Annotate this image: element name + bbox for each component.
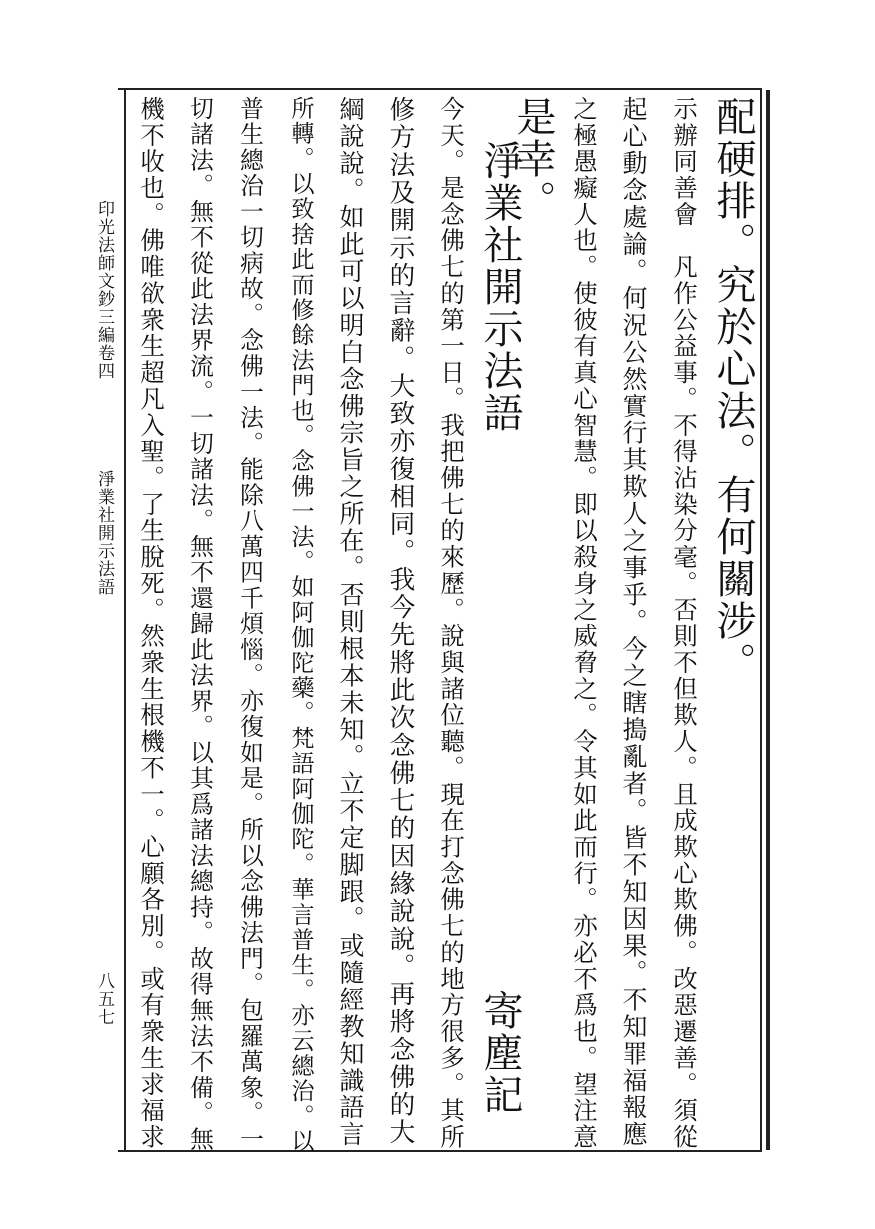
frame-outer-rule xyxy=(766,90,770,1150)
text-column-8: 綱說說。如此可以明白念佛宗旨之所在。否則根本未知。立不定脚跟。或隨經教知識語言 xyxy=(336,96,365,1149)
text-column-6: 今天。是念佛七的第一日。我把佛七的來歷。說與諸位聽。現在打念佛七的地方很多。其所 xyxy=(436,96,465,1151)
margin-page-number: 八五七 xyxy=(94,972,114,1026)
text-column-3: 起心動念處論。何況公然實行其欺人之事乎。今之瞎搗亂者。皆不知因果。不知罪福報應 xyxy=(619,96,648,1149)
text-column-1: 配硬排。究於心法。有何關涉。 xyxy=(710,96,756,684)
recorder-credit: 寄塵記 xyxy=(477,990,523,1116)
text-column-4: 之極愚癡人也。使彼有真心智慧。即以殺身之威脅之。令其如此而行。亦必不爲也。望注意 xyxy=(569,96,598,1151)
text-column-12: 機不收也。佛唯欲衆生超凡入聖。了生脫死。然衆生根機不一。心願各別。或有衆生求福求 xyxy=(136,96,165,1151)
text-column-10: 普生總治一切病故。念佛一法。能除八萬四千煩惱。亦復如是。所以念佛法門。包羅萬象。一 xyxy=(236,96,264,1153)
margin-section-title: 淨業社開示法語 xyxy=(94,470,114,596)
text-column-5: 是幸。 xyxy=(510,96,556,222)
text-column-11: 切諸法。無不從此法界流。一切諸法。無不還歸此法界。以其爲諸法總持。故得無法不備。無 xyxy=(186,96,214,1153)
text-column-7: 修方法及開示的言辭。大致亦復相同。我今先將此次念佛七的因緣說說。再將念佛的大 xyxy=(385,96,415,1147)
text-column-2: 示辦同善會 凡作公益事。不得沾染分毫。否則不但欺人。且成欺心欺佛。改惡遷善。須從 xyxy=(669,96,698,1151)
section-heading: 淨業社開示法語 xyxy=(477,140,523,434)
text-column-9: 所轉。以致捨此而修餘法門也。念佛一法。如阿伽陀藥。梵語阿伽陀。華言普生。亦云總治。以 xyxy=(287,96,314,1155)
margin-book-title: 印光法師文鈔三編卷四 xyxy=(94,200,114,380)
